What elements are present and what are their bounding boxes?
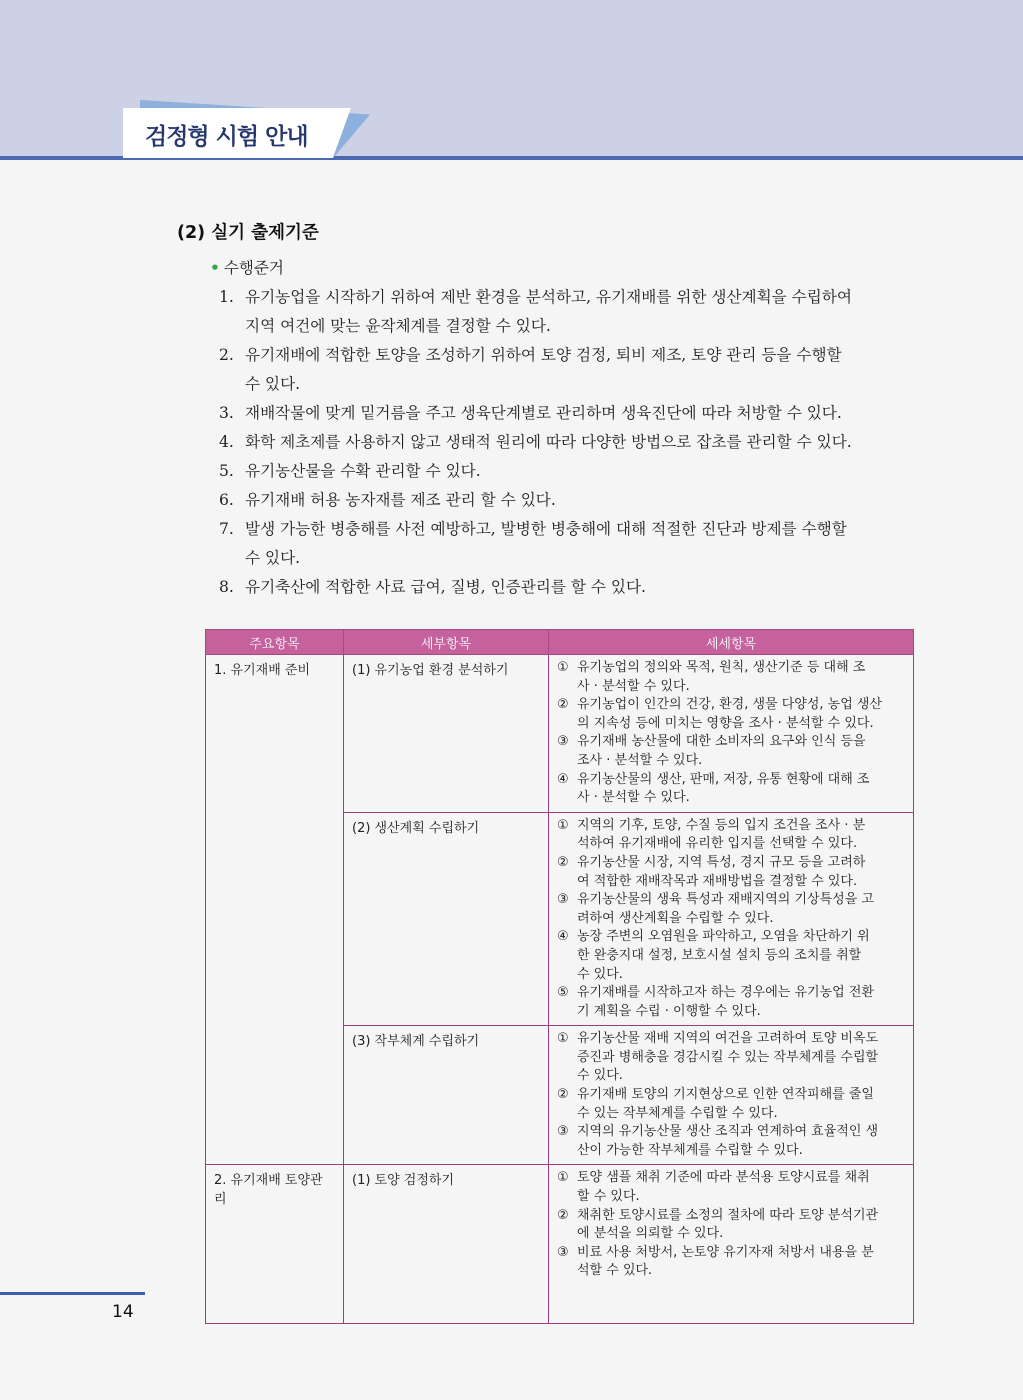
criteria-list: [219, 283, 919, 602]
detail-item-text: 채취한 토양시료를 소정의 절차에 따라 토양 분석기관 에 분석을 의뢰할 수 있다.: [577, 1207, 879, 1242]
criterion-number: 1.: [219, 288, 234, 306]
detail-item-marker: ③: [557, 1124, 569, 1140]
criterion-text: 유기축산에 적합한 사료 급여, 질병, 인증관리를 할 수 있다.: [245, 578, 646, 596]
detail-item-text: 유기농산물 시장, 지역 특성, 경지 규모 등을 고려하 여 적합한 재배작목과 재배방법을 결정할 수 있다.: [577, 854, 866, 889]
detail-item-marker: ②: [557, 1087, 569, 1103]
detail-item: [557, 854, 905, 891]
detail-item-text: 토양 샘플 채취 기준에 따라 분석용 토양시료를 채취 할 수 있다.: [577, 1170, 870, 1205]
detail-item-marker: ③: [557, 892, 569, 908]
criterion-number: 5.: [219, 462, 234, 480]
page-number: 14: [112, 1302, 134, 1322]
detail-item-text: 유기재배 농산물에 대한 소비자의 요구와 인식 등을 조사 · 분석할 수 있다.: [577, 734, 866, 768]
criterion-number: 3.: [219, 404, 234, 422]
detail-item-marker: ①: [557, 1031, 569, 1047]
sub-item-cell: (1) 유기농업 환경 분석하기: [344, 655, 549, 813]
table-header-row: [206, 630, 914, 655]
detail-item-marker: ④: [557, 771, 569, 787]
detail-item-text: 유기농산물의 생산, 판매, 저장, 유통 현황에 대해 조 사 · 분석할 수 있다.: [577, 771, 870, 806]
bullet-dot-icon: •: [210, 259, 220, 277]
detail-item-text: 농장 주변의 오염원을 파악하고, 오염을 차단하기 위 한 완충지대 설정, 보호시설 설치 등의 조치를 취할 수 있다.: [577, 929, 870, 982]
detail-items-cell: [549, 1026, 914, 1165]
bullet-label: 수행준거: [223, 259, 284, 277]
criterion-text: 유기재배 허용 농자재를 제조 관리 할 수 있다.: [245, 491, 556, 509]
detail-item: [557, 817, 905, 854]
page-title: 검정형 시험 안내: [145, 124, 308, 150]
column-header: 주요항목: [206, 630, 344, 655]
criterion-number: 7.: [219, 520, 234, 538]
main-item-cell: 2. 유기재배 토양관리: [206, 1165, 344, 1324]
detail-item: [557, 1169, 905, 1206]
detail-item-text: 유기농업의 정의와 목적, 원칙, 생산기준 등 대해 조 사 · 분석할 수 있다.: [577, 660, 866, 694]
sub-item-cell: (1) 토양 검정하기: [344, 1165, 549, 1324]
detail-item-text: 유기재배 토양의 기지현상으로 인한 연작피해를 줄일 수 있는 작부체계를 수립할 수 있다.: [577, 1087, 874, 1121]
criterion-item: [219, 515, 919, 573]
detail-item: [557, 659, 905, 696]
criterion-item: [219, 399, 919, 428]
table-row: [206, 655, 914, 813]
detail-item: [557, 696, 905, 733]
column-header: 세부항목: [344, 630, 549, 655]
criterion-number: 8.: [219, 578, 234, 596]
criterion-item: [219, 486, 919, 515]
criterion-item: [219, 457, 919, 486]
criterion-text: 유기농업을 시작하기 위하여 제반 환경을 분석하고, 유기재배를 위한 생산계획을 수립하여 지역 여건에 맞는 윤작체계를 결정할 수 있다.: [245, 288, 852, 335]
detail-item-marker: ①: [557, 660, 569, 675]
sub-item-cell: (2) 생산계획 수립하기: [344, 812, 549, 1026]
detail-item: [557, 1207, 905, 1244]
detail-item: [557, 733, 905, 770]
footer-divider: [0, 1292, 145, 1295]
column-header: 세세항목: [549, 630, 914, 655]
detail-item-marker: ①: [557, 817, 569, 833]
detail-item-marker: ⑤: [557, 985, 569, 1001]
criterion-text: 유기재배에 적합한 토양을 조성하기 위하여 토양 검정, 퇴비 제조, 토양 관리 등을 수행할 수 있다.: [245, 346, 842, 393]
detail-item: [557, 928, 905, 984]
main-item-cell: 1. 유기재배 준비: [206, 655, 344, 1165]
detail-items-cell: [549, 655, 914, 813]
criterion-number: 4.: [219, 433, 234, 451]
criterion-number: 2.: [219, 346, 234, 364]
detail-item-marker: ①: [557, 1170, 569, 1186]
detail-item-marker: ②: [557, 1207, 569, 1223]
detail-item-text: 유기농업이 인간의 건강, 환경, 생물 다양성, 농업 생산 의 지속성 등에 미치는 영향을 조사 · 분석할 수 있다.: [577, 697, 883, 731]
section-title: (2) 실기 출제기준: [177, 223, 319, 243]
detail-item-marker: ③: [557, 734, 569, 750]
criterion-text: 유기농산물을 수확 관리할 수 있다.: [245, 462, 481, 480]
detail-item-text: 유기농산물 재배 지역의 여건을 고려하여 토양 비옥도 증진과 병해충을 경감시킬 수 있는 작부체계를 수립할 수 있다.: [577, 1031, 879, 1084]
criterion-item: [219, 428, 919, 457]
detail-item: [557, 1123, 905, 1160]
detail-items-cell: [549, 812, 914, 1026]
detail-item-text: 유기재배를 시작하고자 하는 경우에는 유기농업 전환 기 계획을 수립 · 이행할 수 있다.: [577, 985, 874, 1019]
detail-item-text: 비료 사용 처방서, 논토양 유기자재 처방서 내용을 분 석할 수 있다.: [577, 1244, 874, 1279]
detail-item: [557, 1244, 905, 1281]
detail-item-text: 지역의 기후, 토양, 수질 등의 입지 조건을 조사 · 분 석하여 유기재배에 유리한 입지를 선택할 수 있다.: [577, 817, 866, 852]
detail-item-marker: ②: [557, 697, 569, 713]
detail-item-text: 유기농산물의 생육 특성과 재배지역의 기상특성을 고 려하여 생산계획을 수립할 수 있다.: [577, 892, 874, 926]
criterion-number: 6.: [219, 491, 234, 509]
table-row: [206, 1165, 914, 1324]
detail-item-text: 지역의 유기농산물 생산 조직과 연계하여 효율적인 생 산이 가능한 작부체계를 수립할 수 있다.: [577, 1124, 879, 1158]
criterion-text: 재배작물에 맞게 밑거름을 주고 생육단계별로 관리하며 생육진단에 따라 처방할 수 있다.: [245, 404, 842, 422]
bullet-heading: [210, 256, 284, 278]
detail-item: [557, 771, 905, 808]
detail-item: [557, 1030, 905, 1086]
detail-item: [557, 1086, 905, 1123]
criterion-text: 발생 가능한 병충해를 사전 예방하고, 발병한 병충해에 대해 적절한 진단과 방제를 수행할 수 있다.: [245, 520, 847, 567]
detail-item-marker: ②: [557, 854, 569, 870]
detail-item-marker: ④: [557, 929, 569, 945]
criterion-item: [219, 341, 919, 399]
detail-item: [557, 891, 905, 928]
detail-item: [557, 984, 905, 1021]
sub-item-cell: (3) 작부체계 수립하기: [344, 1026, 549, 1165]
criterion-item: [219, 283, 919, 341]
detail-items-cell: [549, 1165, 914, 1324]
criteria-table: [205, 629, 914, 1324]
detail-item-marker: ③: [557, 1244, 569, 1260]
criterion-text: 화학 제초제를 사용하지 않고 생태적 원리에 따라 다양한 방법으로 잡초를 관리할 수 있다.: [245, 433, 852, 451]
criterion-item: [219, 573, 919, 602]
